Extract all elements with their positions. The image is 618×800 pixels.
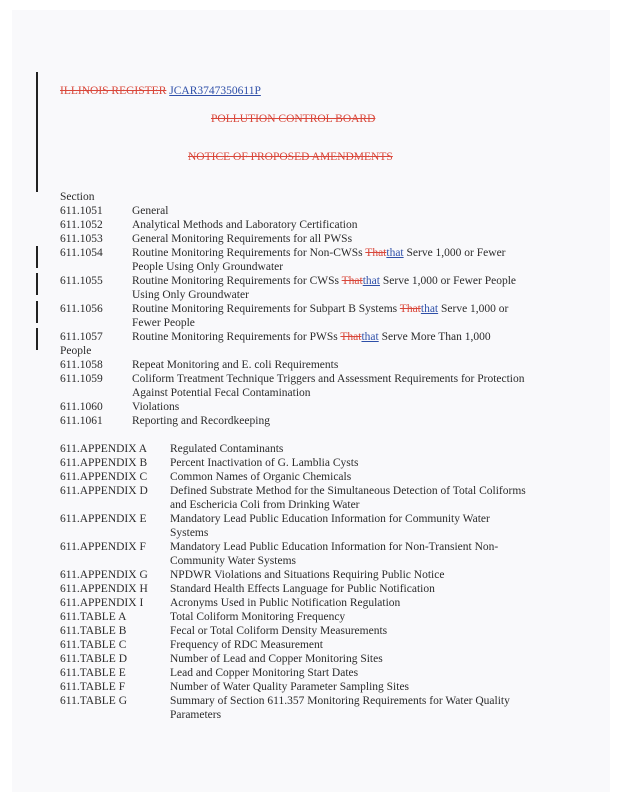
revision-bar [36,301,38,323]
inserted-text: JCAR3747350611P [169,85,261,97]
deleted-text: ILLINOIS REGISTER [60,85,167,97]
revision-bar [36,328,38,350]
notice-title: NOTICE OF PROPOSED AMENDMENTS [188,151,393,163]
board-title: POLLUTION CONTROL BOARD [211,113,376,125]
section-overflow-text: People [60,345,92,357]
revision-bar [36,273,38,295]
register-header [60,85,261,97]
revision-bar [36,72,38,192]
section-label: Section [60,191,95,203]
revision-bar [36,246,38,268]
document-page: ILLINOIS REGISTER JCAR3747350611P POLLUTION CONTROL BOARD NOTICE OF PROPOSED AMENDMENTS Section 611.1051 General 611.1052 Analytical Methods and Laboratory Certification 611.1053 General Monitoring Requirements for all PWSs 611.1054 Routine Monitoring Requirements for Non-CWSs Thatthat Serve 1,000 or Fewer People Using Only Groundwater 611.1055 Routine Monitoring Requirements for CWSs Thatthat Serve 1,000 or Fewer People Using Only Groundwater 611.1056 Routine Monitoring Requirements for Subpart B Systems Thatthat Serve 1,000 or Fewer People 611.1057 Routine Monitoring Requirements for PWSs Thatthat Serve More Than 1,000 People 611.1058 Repeat Monitoring and E. coli Requirements 611.1059 Coliform Treatment Technique Triggers and Assessment Requirements for Protection Against Potential Fecal Contamination 611.1060 Violations 611.1061 Reporting and Recordkeeping 611.APPENDIX A Regulated Contaminants 611.APPENDIX B Percent Inactivation of G. Lamblia Cysts 611.APPENDIX C Common Names of Organic Chemicals 611.APPENDIX D Defined Substrate Method for the Simultaneous Detection of Total Coliforms and Eschericia Coli from Drinking Water 611.APPENDIX E Mandatory Lead Public Education Information for Community Water Systems 611.APPENDIX F Mandatory Lead Public Education Information for Non-Transient Non-Community Water Systems 611.APPENDIX G NPDWR Violations and Situations Requiring Public Notice 611.APPENDIX H Standard Health Effects Language for Public Notification 611.APPENDIX I Acronyms Used in Public Notification Regulation 611.TABLE A Total Coliform Monitoring Frequency 611.TABLE B Fecal or Total Coliform Density Measurements 611.TABLE C Frequency of RDC Measurement 611.TABLE D Number of Lead and Copper Monitoring Sites 611.TABLE E Lead and Copper Monitoring Start Dates 611.TABLE F Number of Water Quality Parameter Sampling Sites 611.TABLE G Summary of Section 611.357 Monitoring Requirements for Water Quality Parameters [12,10,610,792]
